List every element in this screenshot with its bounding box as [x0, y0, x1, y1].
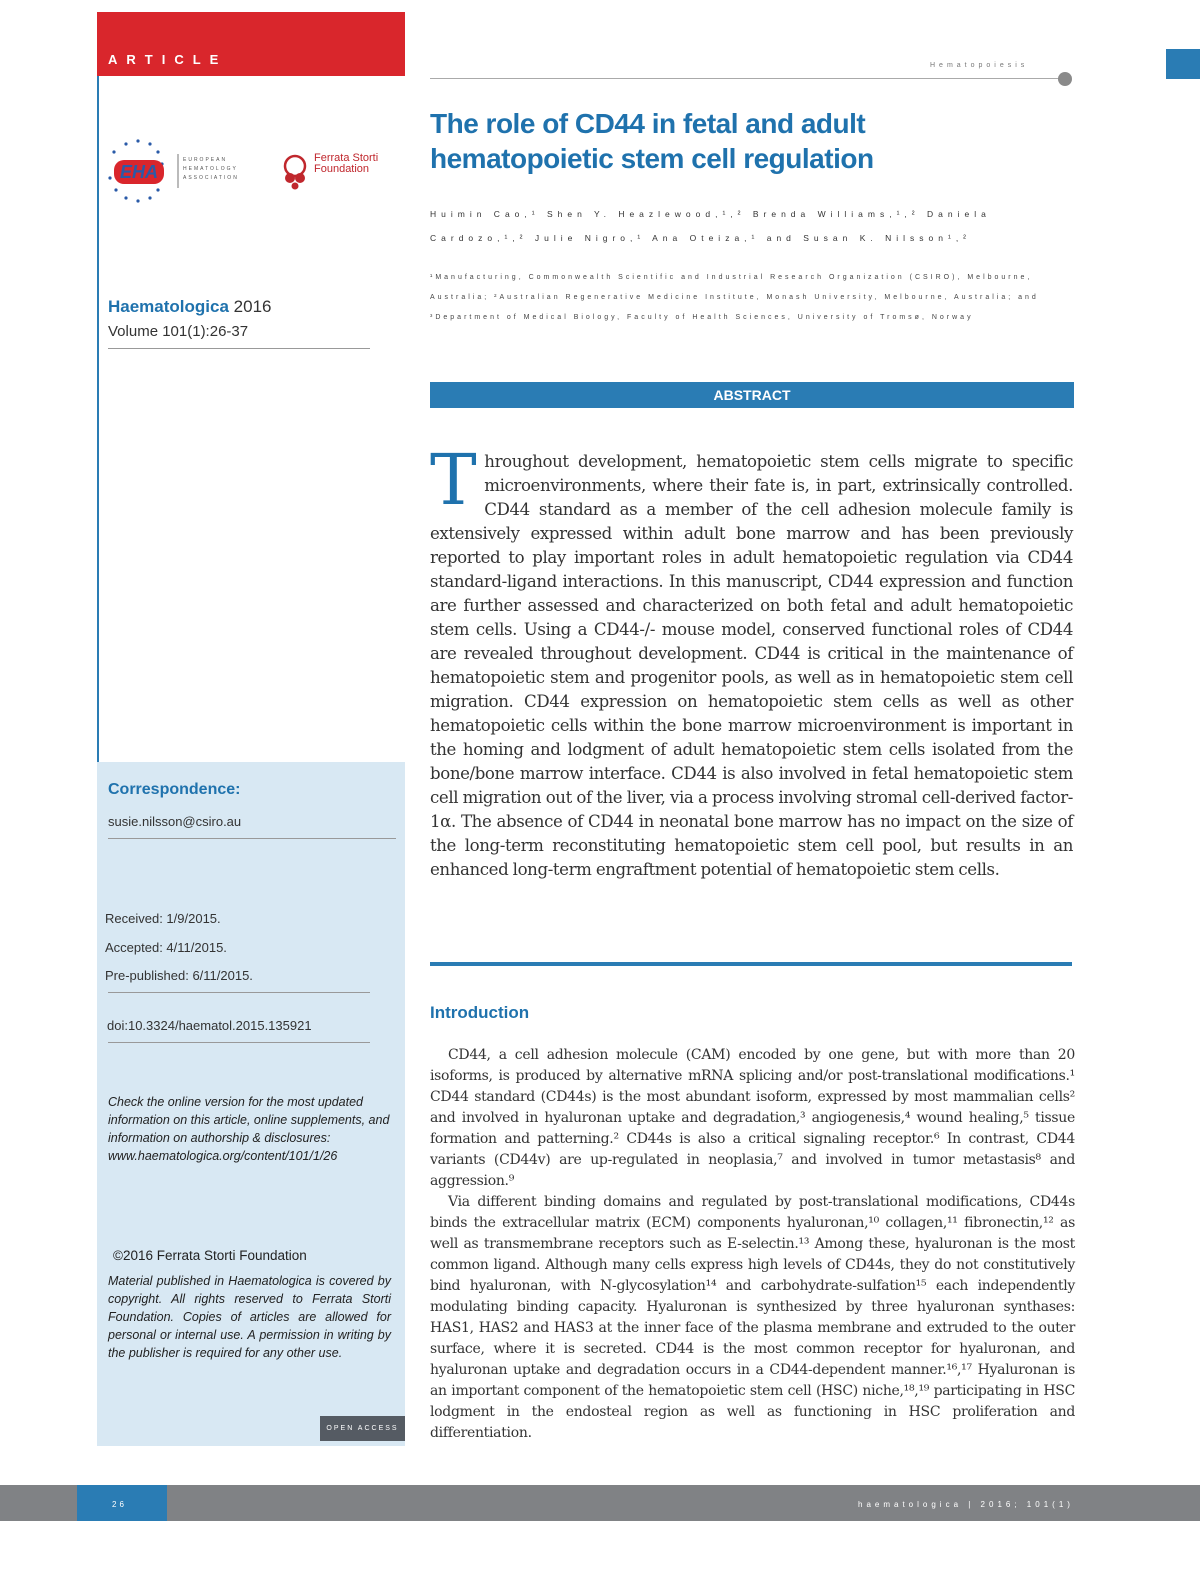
- journal-name: Haematologica: [108, 297, 229, 316]
- divider: [108, 1042, 370, 1043]
- footer-journal-ref: haematologica | 2016; 101(1): [858, 1500, 1074, 1509]
- journal-volume: Volume 101(1):26-37: [108, 323, 249, 340]
- ferrata-storti-logo-text: [314, 153, 378, 175]
- page-number: 26: [112, 1500, 127, 1509]
- author-list: Huimin Cao,¹ Shen Y. Heazlewood,¹,² Brenda Williams,¹,² Daniela Cardozo,¹,² Julie Nigro,¹ Ana Oteiza,¹ and Susan K. Nilsson¹,²: [430, 209, 991, 243]
- article-title: The role of CD44 in fetal and adult hematopoietic stem cell regulation: [430, 108, 874, 174]
- divider: [108, 838, 396, 839]
- intro-paragraph: Via different binding domains and regulated by post-translational modifications, CD44s binds the extracellular matrix (ECM) components hyaluronan,¹⁰ collagen,¹¹ fibronectin,¹² as well as transmembrane receptors such as E-selectin.¹³ Among these, hyaluronan is the most common ligand. Although many cells express high levels of CD44s, they do not constitutively bind hyaluronan, with N-glycosylation¹⁴ and carbohydrate-sulfation¹⁵ each independently modulating binding capacity. Hyaluronan is synthesized by three hyaluronan synthases: HAS1, HAS2 and HAS3 at the inner face of the plasma membrane and extruded to the outer surface, where it is secreted. CD44 is the most common receptor for hyaluronan, and hyaluronan uptake and degradation occurs in a CD44-dependent manner.¹⁶,¹⁷ Hyaluronan is an important component of the hematopoietic stem cell (HSC) niche,¹⁸,¹⁹ participating in HSC lodgment in the endosteal region as well as functioning in HSC proliferation and differentiation.: [430, 1194, 1075, 1441]
- license-note: Material published in Haematologica is covered by copyright. All rights reserved to Ferrata Storti Foundation. Copies of articles are allowed for personal or internal use. A permission in writing by the publisher is required for any other use.: [108, 1274, 391, 1360]
- doi-link[interactable]: doi:10.3324/haematol.2015.135921: [107, 1018, 312, 1033]
- fsf-line1: Ferrata Storti: [314, 152, 379, 164]
- journal-year: 2016: [233, 297, 272, 316]
- drop-cap: T: [430, 439, 477, 521]
- fsf-line2: Foundation: [314, 163, 370, 175]
- journal-citation: [108, 297, 272, 317]
- online-version-note: Check the online version for the most updated information on this article, online supplements, and information on authorship & disclosures: www.haematologica.org/content/101/1/26: [108, 1095, 390, 1163]
- correspondence-heading: Correspondence:: [108, 781, 241, 798]
- copyright-line: ©2016 Ferrata Storti Foundation: [113, 1248, 307, 1263]
- intro-paragraph: CD44, a cell adhesion molecule (CAM) encoded by one gene, but with more than 20 isoforms, is produced by alternative mRNA splicing and/or post-translational modifications.¹ CD44 standard (CD44s) is the most abundant isoform, expressed by most mammalian cells² and involved in hyaluronan uptake and degradation,³ angiogenesis,⁴ wound healing,⁵ tissue formation and patterning.² CD44s is also a critical signaling receptor.⁶ In contrast, CD44 variants (CD44v) are up-regulated in neoplasia,⁷ and involved in tumor metastasis⁸ and aggression.⁹: [430, 1047, 1075, 1189]
- accepted-date: Accepted: 4/11/2015.: [105, 940, 227, 955]
- introduction-body: [430, 1045, 1075, 1444]
- open-access-badge: OPEN ACCESS: [320, 1416, 405, 1441]
- abstract-end-rule: [430, 962, 1072, 966]
- eha-logo-text: EUROPEAN HEMATOLOGY ASSOCIATION: [183, 157, 239, 181]
- correspondence-email[interactable]: susie.nilsson@csiro.au: [108, 814, 242, 829]
- header-rule: [430, 78, 1066, 79]
- section-label: Hematopoiesis: [930, 62, 1029, 69]
- abstract-body: [430, 439, 1073, 882]
- divider: [108, 992, 370, 993]
- abstract-text: hroughout development, hematopoietic stem cells migrate to specific microenvironments, where their fate is, in part, extrinsically controlled. CD44 standard as a member of the cell adhesion molecule family is extensively expressed within adult bone marrow and has been previously reported to play important roles in adult hematopoietic regulation via CD44 standard-ligand interactions. In this manuscript, CD44 expression and function are further assessed and characterized on both fetal and adult hematopoietic stem cells. Using a CD44-/- mouse model, conserved functional roles of CD44 are revealed throughout development. CD44 is critical in the maintenance of hematopoietic stem and progenitor pools, as well as in hematopoietic stem cell migration. CD44 expression on hematopoietic stem cells as well as other hematopoietic cells within the bone marrow microenvironment is important in the homing and lodgment of adult hematopoietic stem cells isolated from the bone/bone marrow interface. CD44 is also involved in fetal hematopoietic stem cell migration out of the liver, via a process involving stromal cell-derived factor-1α. The absence of CD44 in neonatal bone marrow has no impact on the size of the long-term reconstituting hematopoietic stem cell pool, but results in an enhanced long-term engraftment potential of hematopoietic stem cells.: [430, 452, 1073, 879]
- introduction-heading: Introduction: [430, 1003, 530, 1022]
- prepublished-date: Pre-published: 6/11/2015.: [105, 968, 253, 983]
- svg-text:EHA: EHA: [119, 162, 159, 182]
- received-date: Received: 1/9/2015.: [105, 911, 221, 926]
- edge-tab: [1166, 49, 1200, 79]
- header-dot-icon: [1058, 72, 1072, 86]
- article-type-label: ARTICLE: [108, 52, 228, 67]
- divider: [108, 348, 370, 349]
- abstract-heading: ABSTRACT: [430, 382, 1074, 408]
- affiliations: ¹Manufacturing, Commonwealth Scientific and Industrial Research Organization (CSIRO), Melbourne, Australia; ²Australian Regenerative Medicine Institute, Monash University, Melbourne, Australia; and ³Department of Medical Biology, Faculty of Health Sciences, University of Tromsø, Norway: [430, 274, 1039, 321]
